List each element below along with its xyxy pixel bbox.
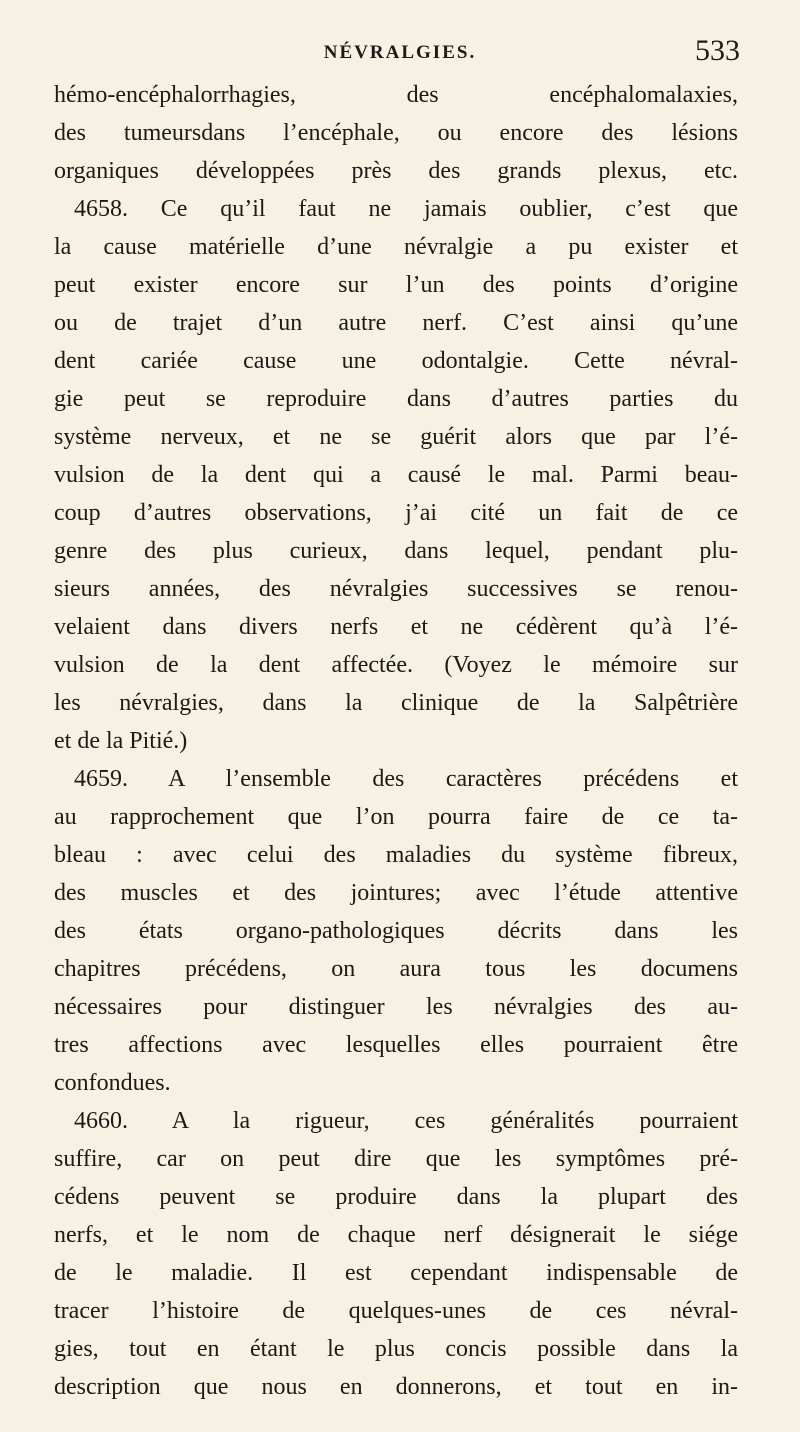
paragraph-4659-start: 4659. A l’ensemble des caractères précédens et [74,766,738,792]
text-line: au rapprochement que l’on pourra faire de ce ta- [54,804,738,830]
text-line: genre des plus curieux, dans lequel, pendant plu- [54,538,738,564]
text-line: velaient dans divers nerfs et ne cédèrent qu’à l’é- [54,614,738,640]
page-number: 533 [695,34,740,67]
text-line: nécessaires pour distinguer les névralgies des au- [54,994,738,1020]
text-line: vulsion de la dent affectée. (Voyez le mémoire sur [54,652,738,678]
text-line: cédens peuvent se produire dans la plupart des [54,1184,738,1210]
text-line: bleau : avec celui des maladies du système fibreux, [54,842,738,868]
text-line: tracer l’histoire de quelques-unes de ces névral- [54,1298,738,1324]
running-title: NÉVRALGIES. [323,42,477,63]
text-line: gie peut se reproduire dans d’autres parties du [54,386,738,412]
paragraph-4658-start: 4658. Ce qu’il faut ne jamais oublier, c’est que [74,196,738,222]
running-header [60,34,740,74]
text-line: des états organo-pathologiques décrits dans les [54,918,738,944]
text-line: les névralgies, dans la clinique de la Salpêtrière [54,690,738,716]
text-line: vulsion de la dent qui a causé le mal. Parmi beau- [54,462,738,488]
text-line: coup d’autres observations, j’ai cité un fait de ce [54,500,738,526]
body-text [54,76,738,1406]
text-line: tres affections avec lesquelles elles pourraient être [54,1032,738,1058]
text-line: nerfs, et le nom de chaque nerf désignerait le siége [54,1222,738,1248]
text-line: gies, tout en étant le plus concis possible dans la [54,1336,738,1362]
text-line: des muscles et des jointures; avec l’étude attentive [54,880,738,906]
text-line: ou de trajet d’un autre nerf. C’est ainsi qu’une [54,310,738,336]
text-line: de le maladie. Il est cependant indispensable de [54,1260,738,1286]
text-line: suffire, car on peut dire que les symptômes pré- [54,1146,738,1172]
text-line: confondues. [54,1070,171,1096]
text-line: la cause matérielle d’une névralgie a pu exister et [54,234,738,260]
text-line: chapitres précédens, on aura tous les documens [54,956,738,982]
text-line: organiques développées près des grands plexus, etc. [54,158,738,184]
text-line: peut exister encore sur l’un des points d’origine [54,272,738,298]
text-line: description que nous en donnerons, et tout en in- [54,1374,738,1400]
text-line: et de la Pitié.) [54,728,188,754]
text-line: dent cariée cause une odontalgie. Cette névral- [54,348,738,374]
text-line: système nerveux, et ne se guérit alors que par l’é- [54,424,738,450]
text-line: hémo-encéphalorrhagies, des encéphalomalaxies, [54,82,738,108]
text-line: des tumeursdans l’encéphale, ou encore des lésions [54,120,738,146]
text-line: sieurs années, des névralgies successives se renou- [54,576,738,602]
paragraph-4660-start: 4660. A la rigueur, ces généralités pourraient [74,1108,738,1134]
